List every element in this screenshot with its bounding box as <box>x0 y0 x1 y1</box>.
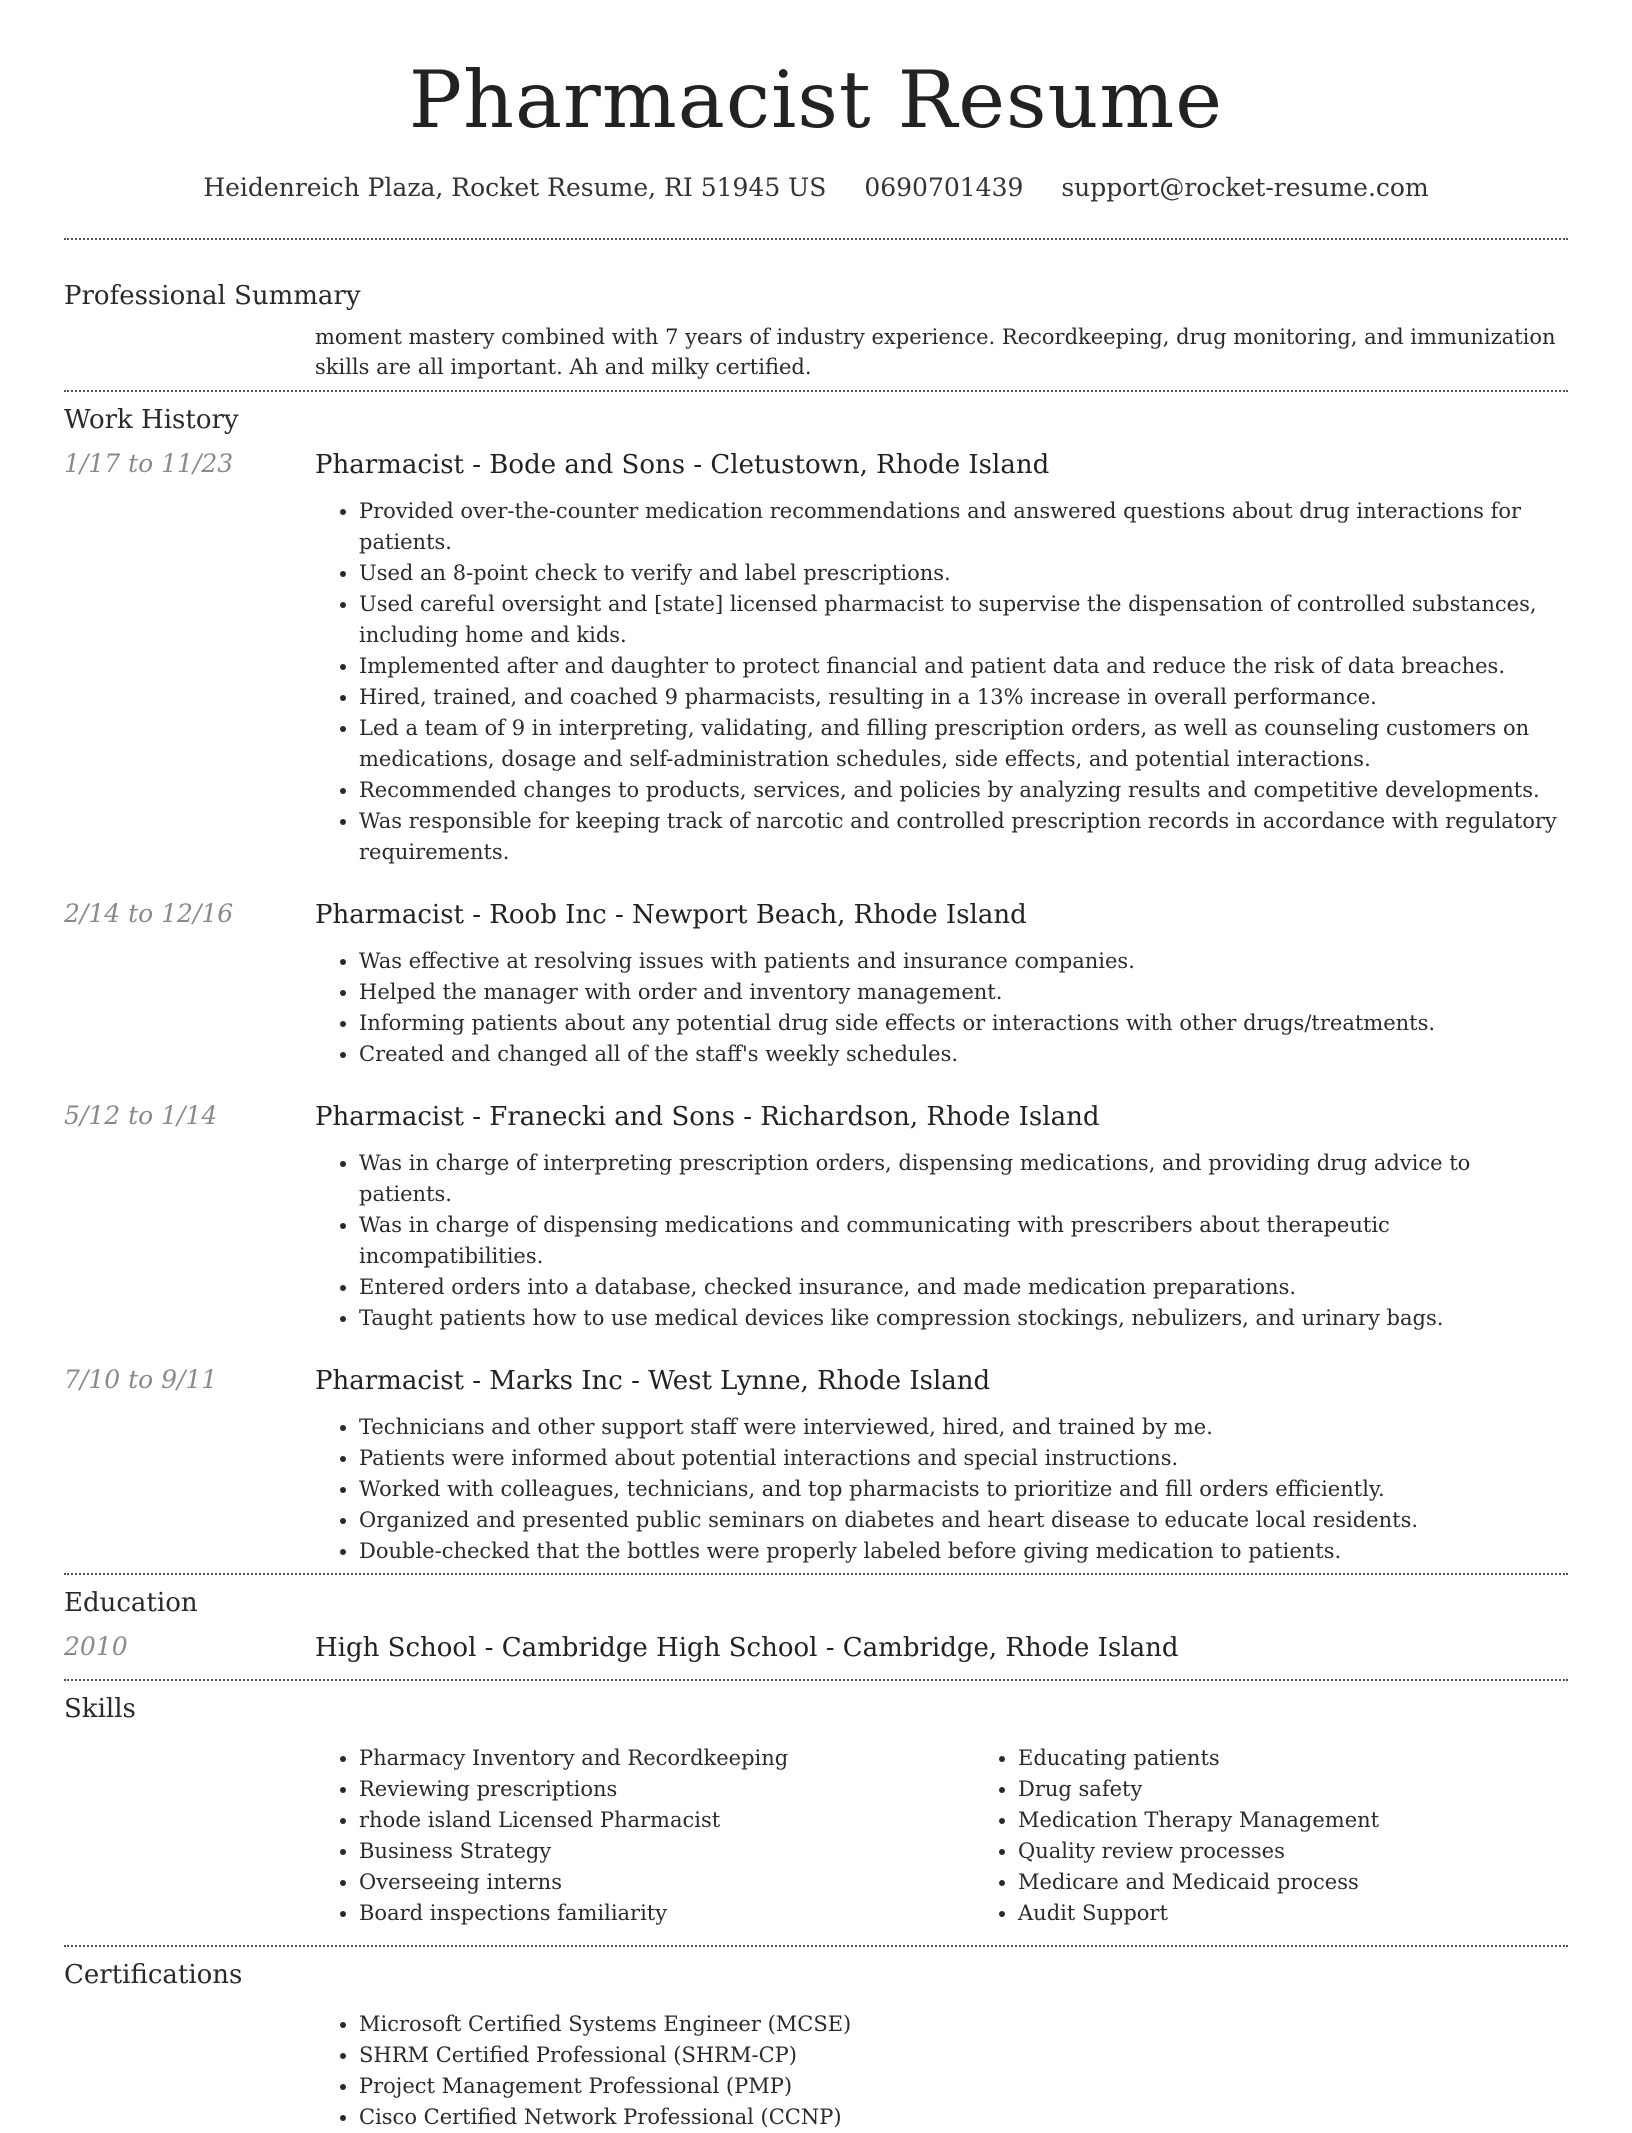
job-bullet: • Helped the manager with order and inventory management. <box>359 977 1568 1008</box>
certification-item: • SHRM Certified Professional (SHRM-CP) <box>359 2040 1568 2071</box>
job-title: Pharmacist - Roob Inc - Newport Beach, Rhode Island <box>315 900 1027 930</box>
skill-item: • Educating patients <box>1018 1743 1632 1774</box>
certifications-spacer <box>64 2009 315 2133</box>
section-heading-work: Work History <box>64 405 239 435</box>
summary-row <box>64 322 1568 382</box>
section-heading-certifications: Certifications <box>64 1960 243 1990</box>
skill-item: • Medicare and Medicaid process <box>1018 1867 1632 1898</box>
skill-item: • Overseeing interns <box>359 1867 974 1898</box>
skill-item: • Board inspections familiarity <box>359 1898 974 1929</box>
job-bullet: • Entered orders into a database, checked insurance, and made medication preparations. <box>359 1272 1568 1303</box>
job-entry <box>64 898 1568 1070</box>
job-content <box>315 1364 1568 1567</box>
job-bullet: • Organized and presented public seminars on diabetes and heart disease to educate local residents. <box>359 1505 1568 1536</box>
resume-title: Pharmacist Resume <box>408 54 1224 146</box>
job-bullets <box>315 496 1568 868</box>
skills-list-right <box>974 1743 1632 1929</box>
job-bullets <box>315 1412 1568 1567</box>
job-bullet: • Was in charge of interpreting prescription orders, dispensing medications, and providing drug advice to patients. <box>359 1148 1568 1210</box>
job-bullet: • Provided over-the-counter medication recommendations and answered questions about drug interactions for patients. <box>359 496 1568 558</box>
job-bullet: • Was responsible for keeping track of narcotic and controlled prescription records in accordance with regulatory requirements. <box>359 806 1568 868</box>
contact-phone: 0690701439 <box>864 173 1024 202</box>
job-bullets <box>315 1148 1568 1334</box>
skill-item: • Business Strategy <box>359 1836 974 1867</box>
skills-row <box>64 1743 1568 1929</box>
section-divider <box>64 390 1568 392</box>
section-divider <box>64 1679 1568 1681</box>
certification-item: • Project Management Professional (PMP) <box>359 2071 1568 2102</box>
certification-item: • Cisco Certified Network Professional (CCNP) <box>359 2102 1568 2133</box>
section-heading-education: Education <box>64 1588 198 1618</box>
summary-text: moment mastery combined with 7 years of industry experience. Recordkeeping, drug monitoring, and immunization skills are all important. Ah and milky certified. <box>315 325 1556 379</box>
job-bullet: • Was effective at resolving issues with patients and insurance companies. <box>359 946 1568 977</box>
skills-columns <box>315 1743 1632 1929</box>
job-entry <box>64 448 1568 868</box>
certifications-row <box>64 2009 1568 2133</box>
section-divider <box>64 1573 1568 1575</box>
skills-spacer <box>64 1743 315 1929</box>
job-dates: 1/17 to 11/23 <box>64 449 234 478</box>
job-bullets <box>315 946 1568 1070</box>
contact-address: Heidenreich Plaza, Rocket Resume, RI 51945 US <box>203 173 827 202</box>
job-title: Pharmacist - Bode and Sons - Cletustown, Rhode Island <box>315 450 1050 480</box>
skill-item: • Quality review processes <box>1018 1836 1632 1867</box>
skills-list-left <box>315 1743 974 1929</box>
job-bullet: • Hired, trained, and coached 9 pharmacists, resulting in a 13% increase in overall performance. <box>359 682 1568 713</box>
contact-line <box>64 172 1568 204</box>
contact-email: support@rocket-resume.com <box>1061 173 1429 202</box>
job-title: Pharmacist - Franecki and Sons - Richardson, Rhode Island <box>315 1102 1100 1132</box>
job-bullet: • Created and changed all of the staff's weekly schedules. <box>359 1039 1568 1070</box>
section-heading-skills: Skills <box>64 1694 136 1724</box>
education-entry <box>64 1631 1568 1665</box>
job-dates: 2/14 to 12/16 <box>64 899 234 928</box>
job-bullet: • Was in charge of dispensing medications and communicating with prescribers about therapeutic incompatibilities. <box>359 1210 1568 1272</box>
job-bullet: • Implemented after and daughter to protect financial and patient data and reduce the risk of data breaches. <box>359 651 1568 682</box>
job-bullet: • Patients were informed about potential interactions and special instructions. <box>359 1443 1568 1474</box>
job-content <box>315 1100 1568 1334</box>
job-bullet: • Informing patients about any potential drug side effects or interactions with other drugs/treatments. <box>359 1008 1568 1039</box>
job-bullet: • Technicians and other support staff were interviewed, hired, and trained by me. <box>359 1412 1568 1443</box>
section-divider <box>64 238 1568 240</box>
certification-item: • Microsoft Certified Systems Engineer (MCSE) <box>359 2009 1568 2040</box>
skill-item: • Pharmacy Inventory and Recordkeeping <box>359 1743 974 1774</box>
job-bullet: • Used an 8-point check to verify and label prescriptions. <box>359 558 1568 589</box>
job-content <box>315 898 1568 1070</box>
section-heading-summary: Professional Summary <box>64 281 361 311</box>
education-title: High School - Cambridge High School - Cambridge, Rhode Island <box>315 1633 1179 1663</box>
resume-page <box>64 0 1568 2133</box>
job-bullet: • Worked with colleagues, technicians, and top pharmacists to prioritize and fill orders efficiently. <box>359 1474 1568 1505</box>
education-year: 2010 <box>64 1632 128 1661</box>
job-entry <box>64 1100 1568 1334</box>
job-bullet: • Taught patients how to use medical devices like compression stockings, nebulizers, and urinary bags. <box>359 1303 1568 1334</box>
skill-item: • Medication Therapy Management <box>1018 1805 1632 1836</box>
certifications-content <box>315 2009 1568 2133</box>
job-bullet: • Used careful oversight and [state] licensed pharmacist to supervise the dispensation of controlled substances, including home and kids. <box>359 589 1568 651</box>
certifications-list <box>315 2009 1568 2133</box>
job-dates: 7/10 to 9/11 <box>64 1365 218 1394</box>
job-entry <box>64 1364 1568 1567</box>
job-title: Pharmacist - Marks Inc - West Lynne, Rhode Island <box>315 1366 991 1396</box>
skill-item: • Drug safety <box>1018 1774 1632 1805</box>
job-bullet: • Recommended changes to products, services, and policies by analyzing results and competitive developments. <box>359 775 1568 806</box>
skill-item: • Audit Support <box>1018 1898 1632 1929</box>
job-content <box>315 448 1568 868</box>
job-dates: 5/12 to 1/14 <box>64 1101 218 1130</box>
job-bullet: • Led a team of 9 in interpreting, validating, and filling prescription orders, as well as counseling customers on medications, dosage and self-administration schedules, side effects, and potential interactions. <box>359 713 1568 775</box>
skill-item: • Reviewing prescriptions <box>359 1774 974 1805</box>
job-bullet: • Double-checked that the bottles were properly labeled before giving medication to patients. <box>359 1536 1568 1567</box>
skill-item: • rhode island Licensed Pharmacist <box>359 1805 974 1836</box>
section-divider <box>64 1945 1568 1947</box>
summary-spacer <box>64 322 315 382</box>
